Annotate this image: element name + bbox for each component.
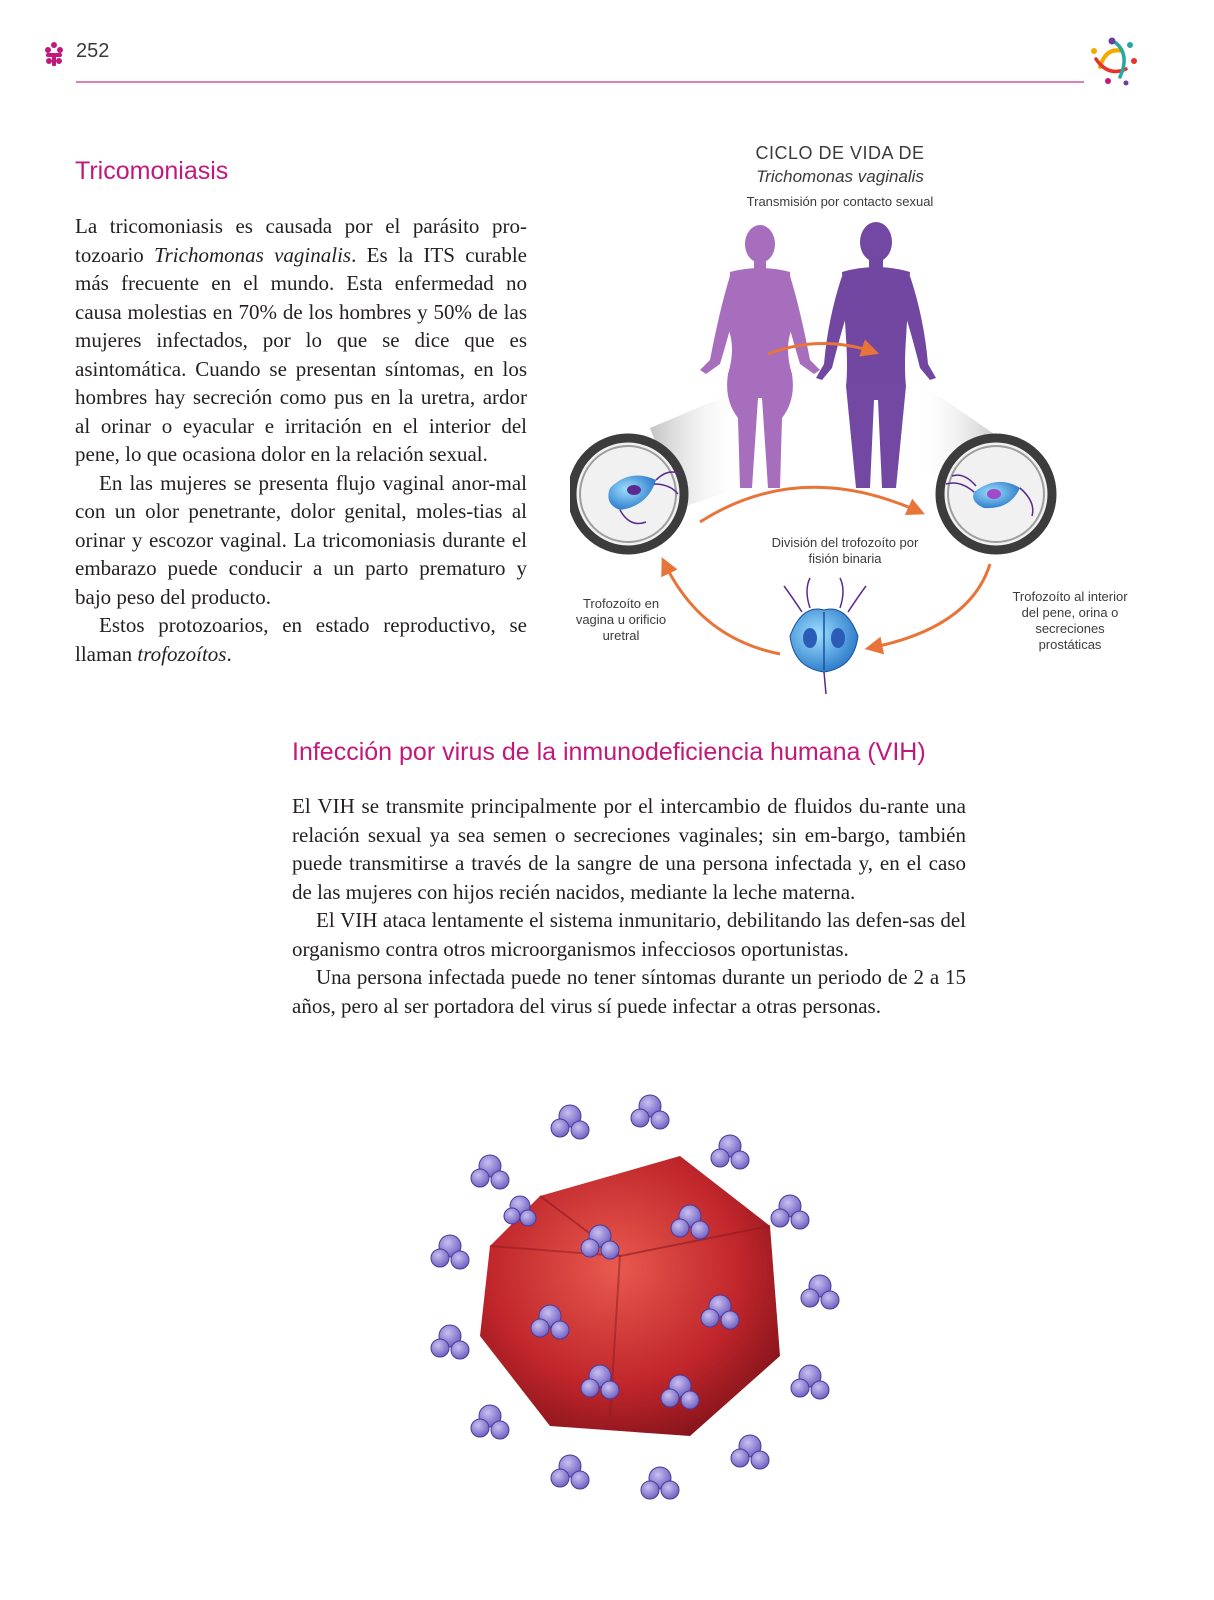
cycle-arrow-left (664, 562, 780, 654)
vih-body (292, 792, 966, 1020)
folio-ornament-icon (42, 40, 66, 68)
spike (631, 1095, 669, 1129)
hiv-virion-illustration (420, 1086, 850, 1506)
spike (711, 1135, 749, 1169)
vih-paragraph-2: El VIH ataca lentamente el sistema inmunitario, debilitando las defen-sas del organismo contra otros microorganismos infecciosos oportunistas. (292, 908, 966, 961)
tricomoniasis-heading: Tricomoniasis (75, 157, 229, 185)
tricomoniasis-paragraph-2: En las mujeres se presenta flujo vaginal anor-mal con un olor penetrante, dolor genital, moles-tias al orinar y escozor vaginal. La tricomoniasis durante el embarazo puede conducir a un parto prematuro y bajo peso del producto. (75, 470, 527, 609)
label-trophozoite-female: Trofozoíto en vagina u orificio uretral (575, 596, 667, 643)
vih-heading: Infección por virus de la inmunodeficiencia humana (VIH) (292, 738, 926, 766)
dividing-trophozoite (784, 578, 866, 694)
spike (791, 1365, 829, 1399)
spike (431, 1325, 469, 1359)
tricomoniasis-paragraph-3: Estos protozoarios, en estado reproductivo, se llaman trofozoítos. (75, 613, 527, 666)
cycle-subtitle: Transmisión por contacto sexual (746, 194, 934, 209)
cycle-arrow-right (870, 564, 990, 648)
magnifier-lens-left (572, 438, 684, 550)
page-number: 252 (76, 40, 110, 62)
its-abbr: ITS (423, 242, 455, 267)
label-binary-fission: División del trofozoíto por fisión binaria (771, 535, 919, 566)
magnifier-lens-right (940, 438, 1052, 550)
cycle-title: CICLO DE VIDA DE (755, 143, 925, 163)
spike (551, 1455, 589, 1489)
man-silhouette (816, 222, 936, 488)
cycle-species: Trichomonas vaginalis (756, 167, 924, 186)
spike (471, 1155, 509, 1189)
vih-paragraph-3: Una persona infectada puede no tener síntomas durante un periodo de 2 a 15 años, pero al ser portadora del virus sí puede infectar a otras personas. (292, 965, 966, 1018)
header-rule (76, 81, 1084, 83)
tricomoniasis-body (75, 212, 527, 668)
cycle-arrow-top (700, 487, 920, 522)
vih-paragraph-1: El VIH se transmite principalmente por el intercambio de fluidos du-rante una relación sexual ya sea semen o secreciones vaginales; sin em-bargo, también puede transmitirse a través de la sangre de una persona infectada y, en el caso de las mujeres con hijos recién nacidos, mediante la leche materna. (292, 794, 967, 904)
species-name: Trichomonas vaginalis (154, 242, 352, 267)
vih-abbr: VIH (340, 908, 378, 932)
spike (731, 1435, 769, 1469)
spike (641, 1467, 679, 1499)
spike (551, 1105, 589, 1139)
trofozoitos-term: trofozoítos (137, 641, 227, 666)
spike (471, 1405, 509, 1439)
label-trophozoite-male: Trofozoíto al interior del pene, orina o secreciones prostáticas (1012, 589, 1128, 652)
dancing-figures-logo-icon (1086, 33, 1142, 89)
spike (431, 1235, 469, 1269)
vih-abbr: VIH (317, 794, 355, 818)
tricomoniasis-paragraph-1: La tricomoniasis es causada por el parásito pro-tozoario Trichomonas vaginalis. Es la ITS curable más frecuente en el mundo. Esta enfermedad no causa molestias en 70% de los hombres y 50% de las mujeres infectados, por lo que se dice que es asintomática. Cuando se presentan síntomas, en los hombres hay secreción como pus en la uretra, ardor al orinar o eyacular e irritación en el interior del pene, lo que ocasiona dolor en la relación sexual. (75, 214, 527, 466)
spike (801, 1275, 839, 1309)
spike (771, 1195, 809, 1229)
